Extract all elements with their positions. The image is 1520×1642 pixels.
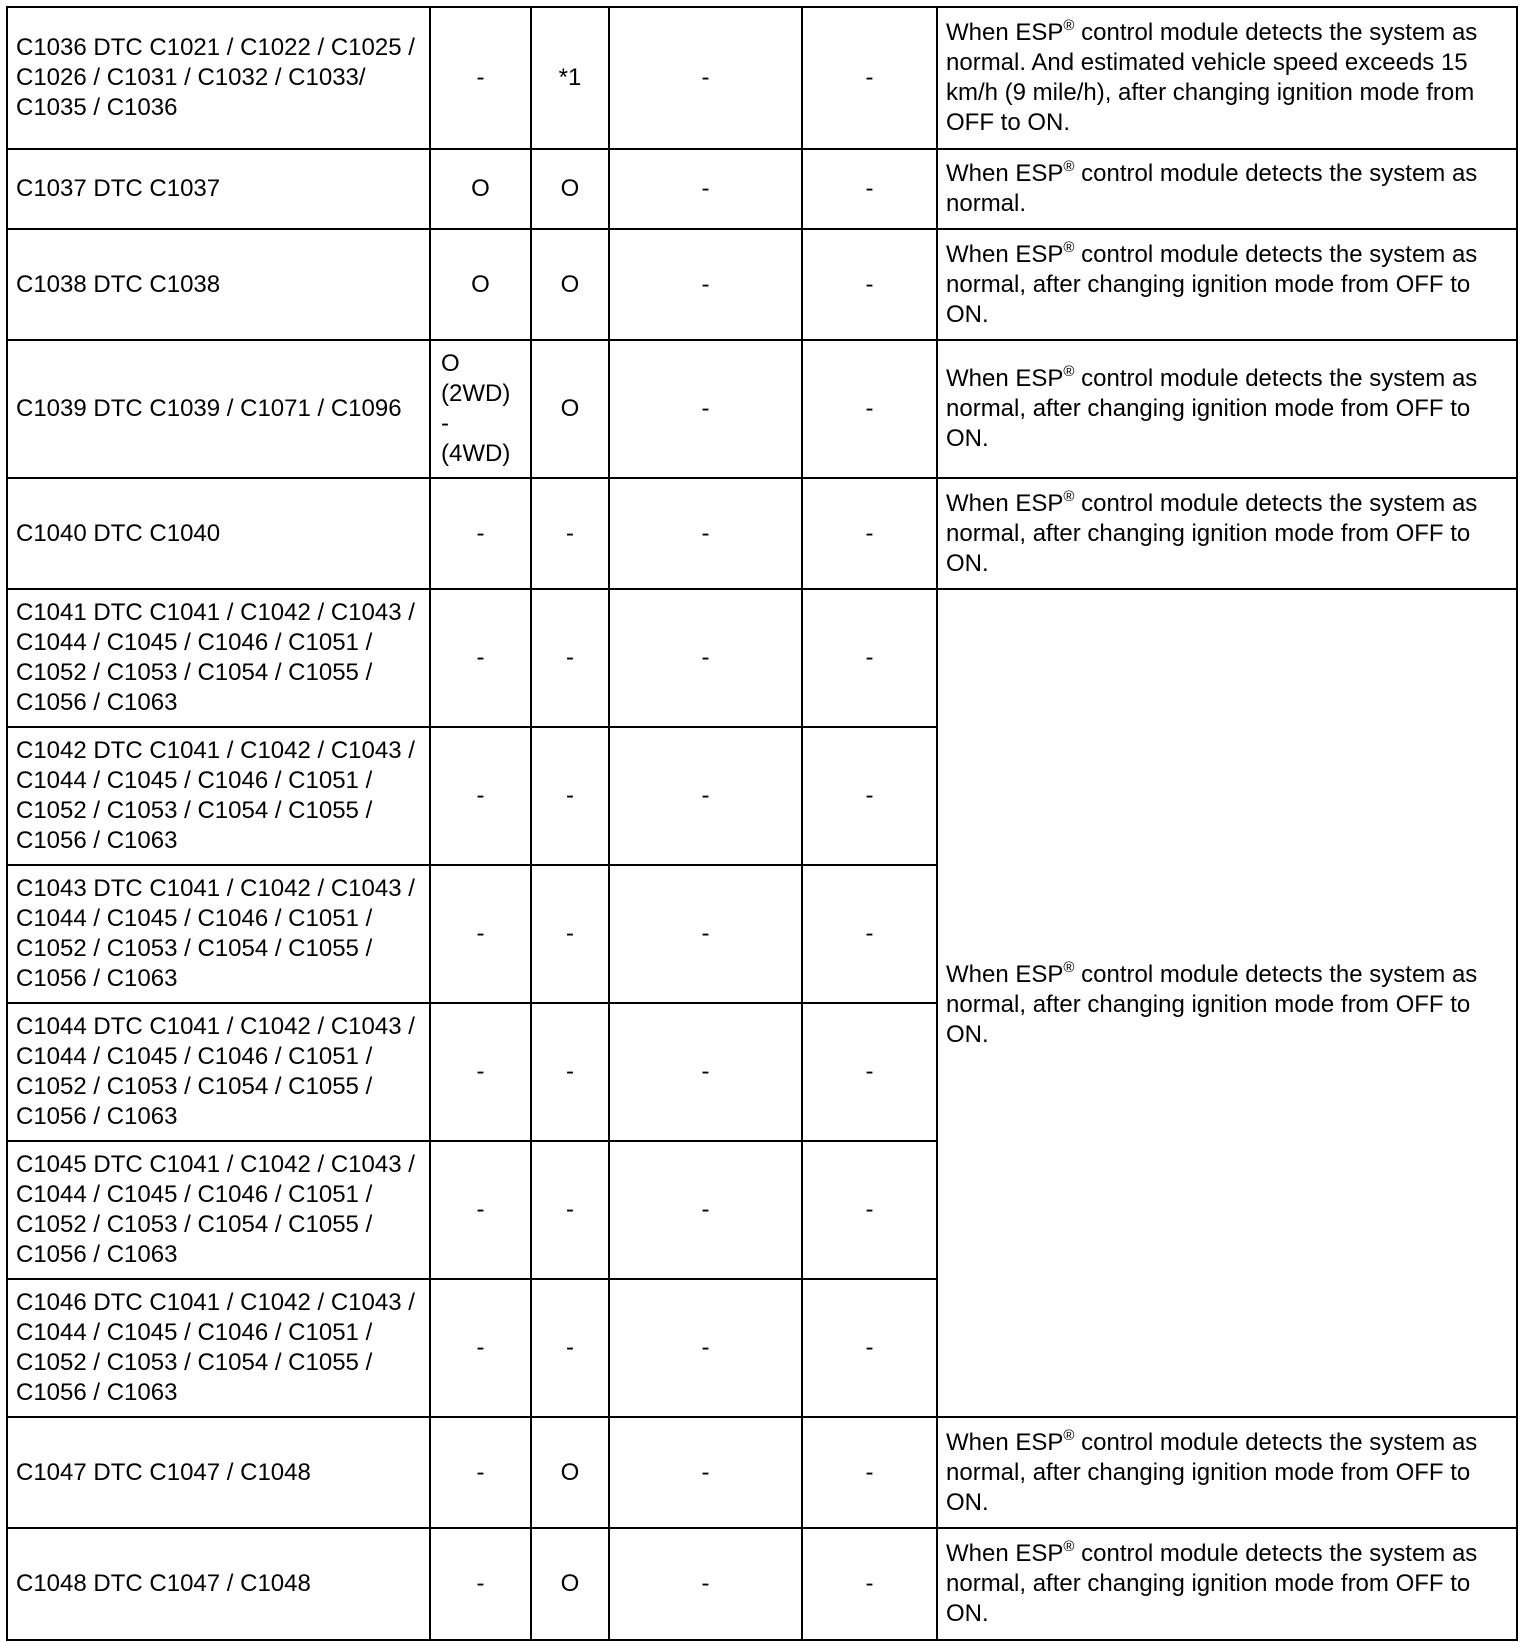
dtc-code-cell: C1046 DTC C1041 / C1042 / C1043 / C1044 / C1045 / C1046 / C1051 / C1052 / C1053 / C1054 / C1055 / C1056 / C1063 [7,1279,430,1417]
value-cell: - [802,1141,937,1279]
value-cell: O [531,340,609,478]
value-cell: - [609,865,802,1003]
table-row [7,589,1517,727]
value-cell: - [802,865,937,1003]
value-cell: - [802,727,937,865]
registered-mark: ® [1063,158,1075,175]
value-cell: O [531,1528,609,1640]
table-row [7,1528,1517,1640]
dtc-code-cell: C1043 DTC C1041 / C1042 / C1043 / C1044 / C1045 / C1046 / C1051 / C1052 / C1053 / C1054 / C1055 / C1056 / C1063 [7,865,430,1003]
merged-recovery-condition-cell: When ESP® control module detects the system as normal, after changing ignition mode from OFF to ON. [937,589,1517,1417]
value-cell: - [430,727,531,865]
dtc-table [6,6,1518,1641]
value-cell: O [531,1417,609,1528]
recovery-condition-cell: When ESP® control module detects the system as normal, after changing ignition mode from OFF to ON. [937,478,1517,589]
table-row [7,229,1517,340]
table-row [7,478,1517,589]
value-cell: - [531,478,609,589]
dtc-code-cell: C1037 DTC C1037 [7,149,430,229]
value-cell: O [531,229,609,340]
dtc-code-cell: C1042 DTC C1041 / C1042 / C1043 / C1044 / C1045 / C1046 / C1051 / C1052 / C1053 / C1054 / C1055 / C1056 / C1063 [7,727,430,865]
value-cell: - [609,229,802,340]
value-cell: - [609,478,802,589]
value-cell: - [430,7,531,149]
dtc-code-cell: C1039 DTC C1039 / C1071 / C1096 [7,340,430,478]
value-cell: - [531,865,609,1003]
value-cell: - [430,1528,531,1640]
dtc-code-cell: C1048 DTC C1047 / C1048 [7,1528,430,1640]
table-row [7,7,1517,149]
value-cell: - [609,7,802,149]
value-cell: - [609,1528,802,1640]
value-cell: - [531,589,609,727]
value-cell: - [802,1003,937,1141]
dtc-code-cell: C1041 DTC C1041 / C1042 / C1043 / C1044 / C1045 / C1046 / C1051 / C1052 / C1053 / C1054 / C1055 / C1056 / C1063 [7,589,430,727]
table-row [7,149,1517,229]
dtc-code-cell: C1038 DTC C1038 [7,229,430,340]
registered-mark: ® [1063,487,1075,505]
value-cell: - [430,865,531,1003]
value-cell: - [531,727,609,865]
value-cell: *1 [531,7,609,149]
dtc-code-cell: C1047 DTC C1047 / C1048 [7,1417,430,1528]
value-cell: O [531,149,609,229]
value-cell: - [531,1003,609,1141]
value-cell: - [430,589,531,727]
table-row [7,1417,1517,1528]
dtc-code-cell: C1040 DTC C1040 [7,478,430,589]
value-cell: - [609,1003,802,1141]
recovery-condition-cell: When ESP® control module detects the system as normal, after changing ignition mode from OFF to ON. [937,340,1517,478]
table-row [7,340,1517,478]
value-cell: - [609,1141,802,1279]
value-cell: - [430,478,531,589]
value-cell: - [802,478,937,589]
value-cell: - [802,7,937,149]
recovery-condition-cell: When ESP® control module detects the system as normal, after changing ignition mode from OFF to ON. [937,229,1517,340]
value-cell: - [802,149,937,229]
registered-mark: ® [1063,238,1075,256]
value-cell: - [802,1279,937,1417]
value-cell: - [430,1417,531,1528]
value-cell: - [802,229,937,340]
recovery-condition-cell: When ESP® control module detects the system as normal. And estimated vehicle speed exceeds 15 km/h (9 mile/h), after changing ignition mode from OFF to ON. [937,7,1517,149]
value-cell: - [609,149,802,229]
value-cell: - [802,1528,937,1640]
registered-mark: ® [1063,959,1075,976]
dtc-code-cell: C1036 DTC C1021 / C1022 / C1025 / C1026 / C1031 / C1032 / C1033/ C1035 / C1036 [7,7,430,149]
value-cell: - [430,1141,531,1279]
value-cell: - [531,1279,609,1417]
value-cell: - [802,589,937,727]
recovery-condition-cell: When ESP® control module detects the system as normal, after changing ignition mode from OFF to ON. [937,1528,1517,1640]
value-cell: O [430,229,531,340]
value-cell: - [430,1003,531,1141]
recovery-condition-cell: When ESP® control module detects the system as normal. [937,149,1517,229]
recovery-condition-cell: When ESP® control module detects the system as normal, after changing ignition mode from OFF to ON. [937,1417,1517,1528]
registered-mark: ® [1063,1538,1075,1555]
registered-mark: ® [1063,363,1075,380]
registered-mark: ® [1063,17,1075,34]
value-cell: - [802,1417,937,1528]
dtc-code-cell: C1044 DTC C1041 / C1042 / C1043 / C1044 / C1045 / C1046 / C1051 / C1052 / C1053 / C1054 / C1055 / C1056 / C1063 [7,1003,430,1141]
value-cell: - [609,1279,802,1417]
dtc-code-cell: C1045 DTC C1041 / C1042 / C1043 / C1044 / C1045 / C1046 / C1051 / C1052 / C1053 / C1054 / C1055 / C1056 / C1063 [7,1141,430,1279]
value-cell: - [609,1417,802,1528]
value-cell: - [802,340,937,478]
value-cell-2wd-4wd: O (2WD) - (4WD) [430,340,531,478]
value-cell: - [430,1279,531,1417]
value-cell: - [609,589,802,727]
value-cell: - [609,340,802,478]
value-cell: - [531,1141,609,1279]
value-cell: O [430,149,531,229]
registered-mark: ® [1063,1426,1075,1444]
value-cell: - [609,727,802,865]
